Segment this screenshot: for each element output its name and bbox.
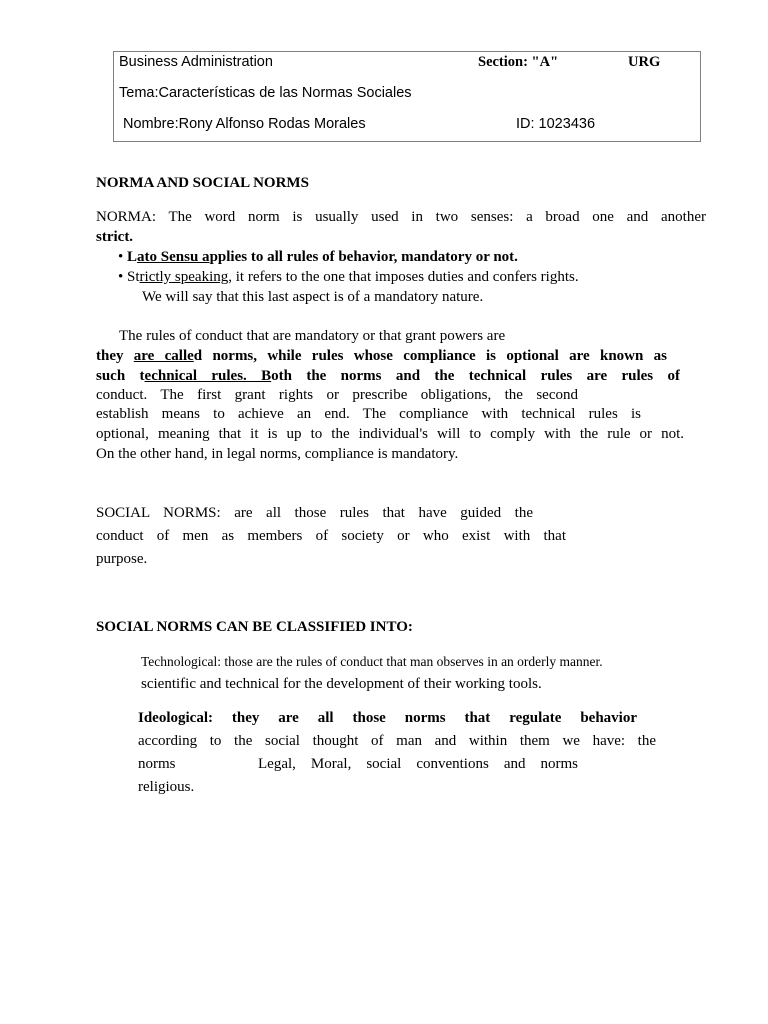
social-norms-line: purpose. bbox=[96, 551, 148, 567]
ideological-line: norms bbox=[138, 756, 176, 772]
bullet-lato-sensu: • Lato Sensu applies to all rules of behavior, mandatory or not. bbox=[118, 249, 518, 265]
rules-paragraph-line: The rules of conduct that are mandatory or that grant powers are bbox=[119, 328, 506, 344]
program-label: Business Administration bbox=[119, 54, 273, 70]
technological-line: scientific and technical for the development of their working tools. bbox=[141, 676, 542, 692]
ideological-line: religious. bbox=[138, 779, 195, 795]
ideological-line: Legal, Moral, social conventions and norms bbox=[258, 756, 578, 772]
rules-paragraph-line: such technical rules. Both the norms and the technical rules are rules of bbox=[96, 368, 680, 384]
topic-label: Tema:Características de las Normas Sociales bbox=[119, 85, 412, 101]
social-norms-line: conduct of men as members of society or who exist with that bbox=[96, 528, 566, 544]
rules-paragraph-line: establish means to achieve an end. The compliance with technical rules is bbox=[96, 406, 641, 422]
ideological-line: according to the social thought of man and within them we have: the bbox=[138, 733, 656, 749]
bullet-strictly-speaking: • Strictly speaking, it refers to the one that imposes duties and confers rights. bbox=[118, 269, 579, 285]
org-label: URG bbox=[628, 54, 661, 70]
rules-paragraph-line: conduct. The first grant rights or prescribe obligations, the second bbox=[96, 387, 578, 403]
section-heading-classification: SOCIAL NORMS CAN BE CLASSIFIED INTO: bbox=[96, 619, 413, 635]
section-label: Section: "A" bbox=[478, 54, 559, 70]
section-heading-norma: NORMA AND SOCIAL NORMS bbox=[96, 175, 309, 191]
bullet-dot: • bbox=[118, 249, 124, 265]
bullet-continuation: We will say that this last aspect is of a mandatory nature. bbox=[142, 289, 484, 305]
student-id: ID: 1023436 bbox=[516, 116, 596, 132]
rules-paragraph-line: optional, meaning that it is up to the individual's will to comply with the rule or not. bbox=[96, 426, 684, 442]
student-name: Nombre:Rony Alfonso Rodas Morales bbox=[123, 116, 366, 132]
social-norms-line: SOCIAL NORMS: are all those rules that have guided the bbox=[96, 505, 533, 521]
norma-paragraph-line: NORMA: The word norm is usually used in two senses: a broad one and another bbox=[96, 209, 706, 225]
technological-line: Technological: those are the rules of conduct that man observes in an orderly manner. bbox=[141, 654, 603, 669]
bullet-dot: • bbox=[118, 269, 124, 285]
ideological-line: Ideological: they are all those norms that regulate behavior bbox=[138, 710, 637, 726]
header-box bbox=[113, 51, 701, 142]
rules-paragraph-line: they are called norms, while rules whose compliance is optional are known as bbox=[96, 348, 667, 364]
rules-paragraph-line: On the other hand, in legal norms, compliance is mandatory. bbox=[96, 446, 459, 462]
norma-paragraph-line: strict. bbox=[96, 229, 134, 245]
